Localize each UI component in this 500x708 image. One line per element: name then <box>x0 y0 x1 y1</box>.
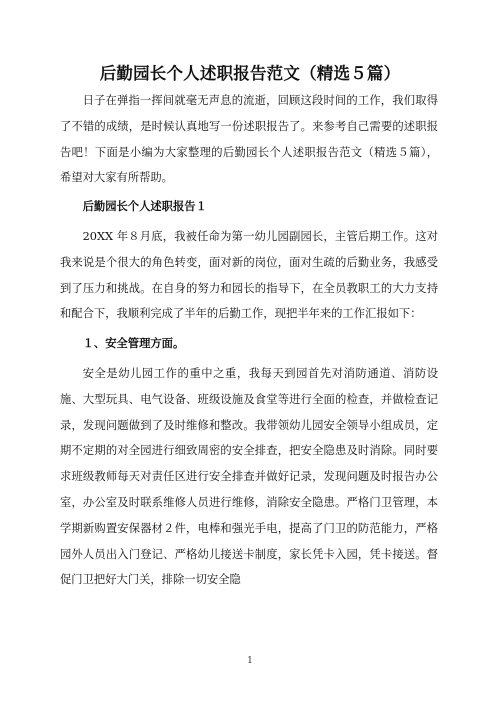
section-heading: 后勤园长个人述职报告１ <box>82 200 207 214</box>
document-body <box>60 88 438 593</box>
document-title: 后勤园长个人述职报告范文（精选５篇） <box>99 64 401 83</box>
page-number: 1 <box>247 656 253 666</box>
body-paragraph: 20XX 年８月底，我被任命为第一幼儿园副园长，主管后期工作。这对我来说是个很大的角色转变，面对新的岗位，面对生疏的后勤业务，我感受到了压力和挑战。在自身的努力和园长的指导下，在全员教职工的大力支持和配合下，我顺利完成了半年的后勤工作，现把半年来的工作汇报如下： <box>60 229 438 321</box>
subsection-heading: １、安全管理方面。 <box>82 337 185 351</box>
body-paragraph: 安全是幼儿园工作的重中之重，我每天到园首先对消防通道、消防设施、大型玩具、电气设备、班级设施及食堂等进行全面的检查，并做检查记录，发现问题做到了及时维修和整改。我带领幼儿园安全领导小组成员，定期不定期的对全园进行细致周密的安全排查，把安全隐患及时消除。同时要求班级教师每天对责任区进行安全排查并做好记录，发现问题及时报告办公室，办公室及时联系维修人员进行维修，消除安全隐患。严格门卫管理，本学期新购置安保器材２件，电棒和强光手电，提高了门卫的防范能力，严格园外人员出入门登记、严格幼儿接送卡制度，家长凭卡入园，凭卡接送。督促门卫把好大门关，排除一切安全隐 <box>60 366 438 587</box>
intro-paragraph: 日子在弹指一挥间就毫无声息的流逝，回顾这段时间的工作，我们取得了不错的成绩，是时候认真地写一份述职报告了。来参考自己需要的述职报告吧！下面是小编为大家整理的后勤园长个人述职报告范文（精选５篇），希望对大家有所帮助。 <box>60 94 438 185</box>
